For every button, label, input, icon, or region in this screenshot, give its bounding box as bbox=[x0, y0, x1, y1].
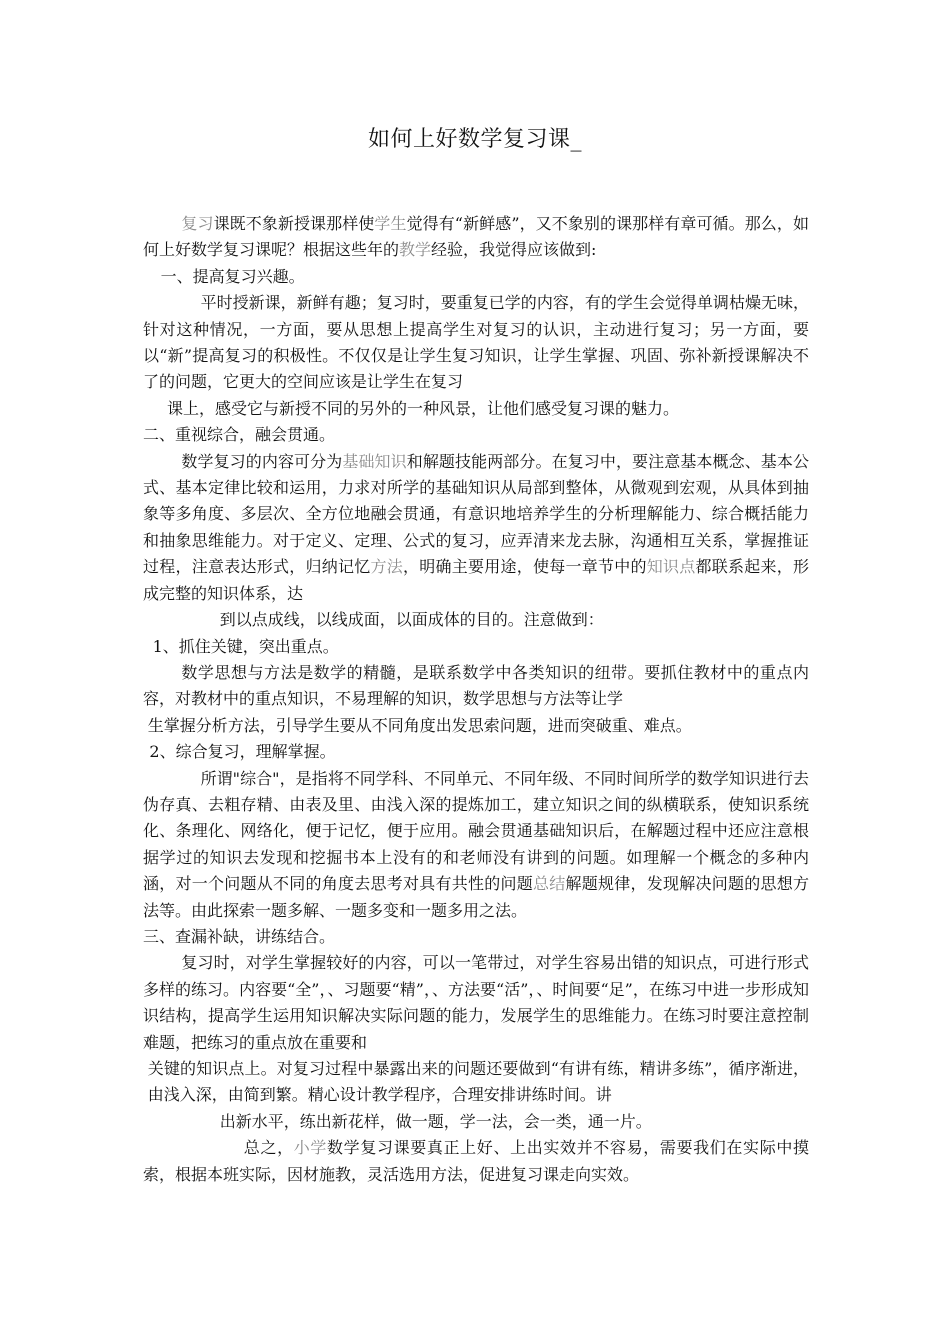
keyword-link: 知识点 bbox=[646, 557, 696, 577]
page-title: 如何上好数学复习课_ bbox=[367, 127, 582, 152]
section-1-paragraph: 平时授新课，新鲜有趣；复习时，要重复已学的内容，有的学生会觉得单调枯燥无味，针对这种情况，一方面，要从思想上提高学生对复习的认识，主动进行复习；另一方面，要以“新”提高复习的积极性。不仅仅是让学生复习知识，让学生掌握、巩固、弥补新授课解决不了的问题，它更大的空间应该是让学生在复习 bbox=[143, 293, 809, 392]
keyword-link: 小学 bbox=[293, 1138, 328, 1158]
keyword-link: 总结 bbox=[532, 874, 566, 894]
section-heading-1: 一、提高复习兴趣。 bbox=[160, 266, 305, 286]
keyword-link: 复习 bbox=[181, 214, 214, 233]
keyword-link: 教学 bbox=[399, 240, 432, 260]
document-body bbox=[143, 211, 809, 1188]
subsection-heading-2: 2、综合复习，理解掌握。 bbox=[149, 742, 336, 762]
subsection-2-paragraph: 所谓"综合"，是指将不同学科、不同单元、不同年级、不同时间所学的数学知识进行去伪存真、去粗存精、由表及里、由浅入深的提炼加工，建立知识之间的纵横联系，使知识系统化、条理化、网络化，便于记忆，便于应用。融会贯通基础知识后，在解题过程中还应注意根据学过的知识去发现和挖掘书本上没有的和老师没有讲到的问题。如理解一个概念的多种内涵，对一个问题从不同的角度去思考对具有共性的问题总结解题规律，发现解决问题的思想方法等。由此探索一题多解、一题多变和一题多用之法。 bbox=[143, 768, 809, 920]
section-heading-2: 二、重视综合，融会贯通。 bbox=[143, 425, 336, 445]
keyword-link: 学生 bbox=[374, 214, 407, 233]
section-2-paragraph: 数学复习的内容可分为基础知识和解题技能两部分。在复习中，要注意基本概念、基本公式、基本定律比较和运用，力求对所学的基础知识从局部到整体，从微观到宏观，从具体到抽象等多角度、多层次、全方位地融会贯通，有意识地培养学生的分析理解能力、综合概括能力和抽象思维能力。对于定义、定理、公式的复习，应弄清来龙去脉，沟通相互关系，掌握推证过程，注意表达形式，归纳记忆方法，明确主要用途，使每一章节中的知识点都联系起来，形成完整的知识体系，达 bbox=[143, 451, 809, 603]
section-3-paragraph-end: 出新水平，练出新花样，做一题，学一法，会一类，通一片。 bbox=[219, 1111, 652, 1131]
keyword-link: 方法 bbox=[370, 557, 403, 577]
keyword-link: 基础知识 bbox=[342, 451, 407, 471]
subsection-1-paragraph: 数学思想与方法是数学的精髓，是联系数学中各类知识的纽带。要抓住教材中的重点内容，对教材中的重点知识，不易理解的知识，数学思想与方法等让学 bbox=[143, 662, 809, 709]
conclusion-paragraph: 总之，小学数学复习课要真正上好、上出实效并不容易，需要我们在实际中摸索，根据本班实际，因材施教，灵活选用方法，促进复习课走向实效。 bbox=[143, 1138, 809, 1184]
intro-paragraph: 复习课既不象新授课那样使学生觉得有“新鲜感”，又不象别的课那样有章可循。那么，如何上好数学复习课呢？根据这些年的教学经验，我觉得应该做到: bbox=[143, 214, 809, 260]
section-heading-3: 三、查漏补缺，讲练结合。 bbox=[143, 926, 336, 946]
section-2-paragraph-end: 到以点成线，以线成面，以面成体的目的。注意做到： bbox=[219, 610, 604, 630]
section-1-paragraph-end: 课上，感受它与新授不同的另外的一种风景，让他们感受复习课的魅力。 bbox=[167, 398, 680, 418]
subsection-heading-1: 1、抓住关键，突出重点。 bbox=[152, 636, 339, 656]
section-3-paragraph: 复习时，对学生掌握较好的内容，可以一笔带过，对学生容易出错的知识点，可进行形式多样的练习。内容要“全”，、习题要“精”，、方法要“活”，、时间要“足”，在练习中进一步形成知识结构，提高学生运用知识解决实际问题的能力，发展学生的思维能力。在练习时要注意控制难题，把练习的重点放在重要和 bbox=[143, 953, 809, 1052]
section-3-paragraph-cont: 关键的知识点上。对复习过程中暴露出来的问题还要做到“有讲有练，精讲多练”，循序渐进，由浅入深，由简到繁。精心设计教学程序，合理安排讲练时间。讲 bbox=[147, 1059, 809, 1105]
subsection-1-paragraph-end: 生掌握分析方法，引导学生要从不同角度出发思索问题，进而突破重、难点。 bbox=[147, 715, 692, 735]
